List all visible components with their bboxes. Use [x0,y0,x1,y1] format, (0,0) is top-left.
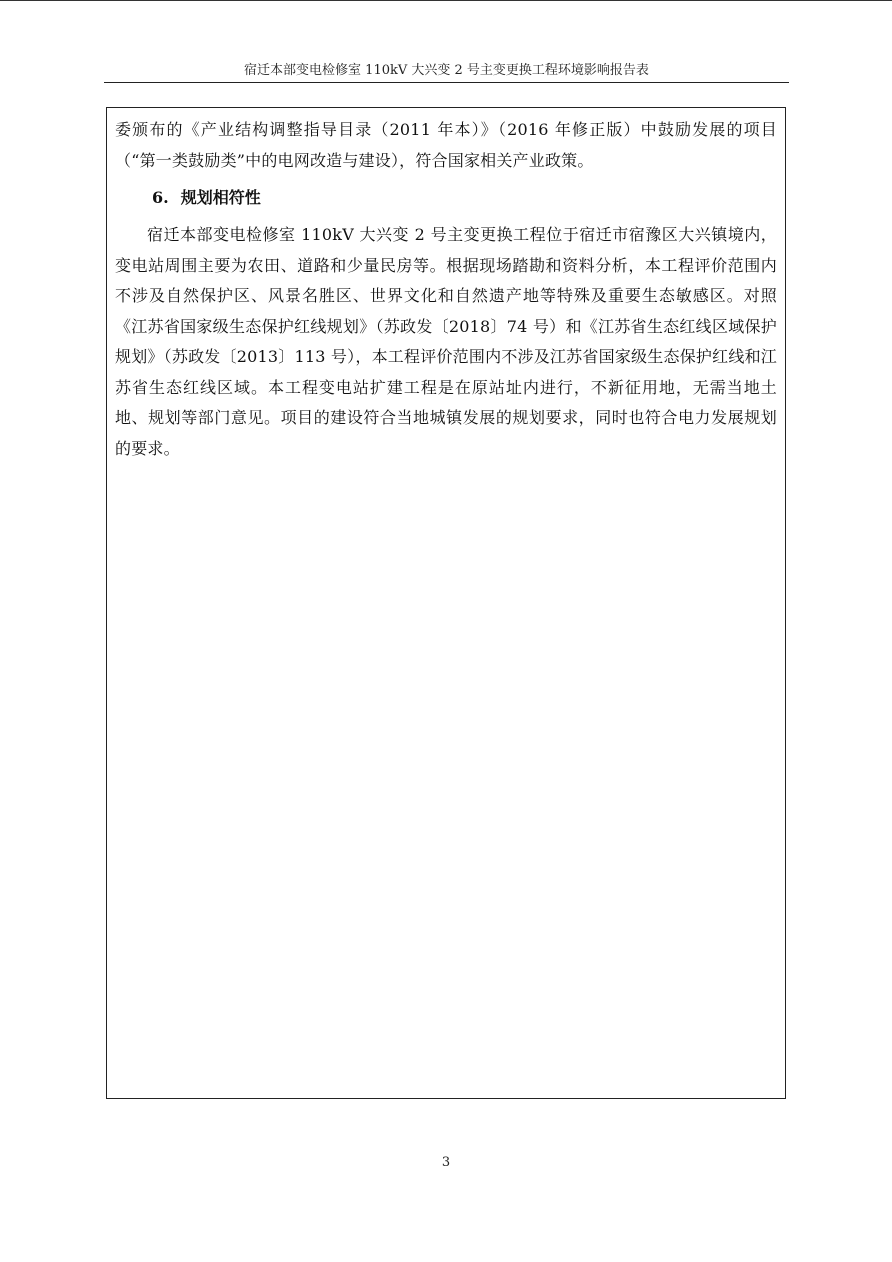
top-border-line [0,0,892,1]
header-divider [104,82,789,83]
document-header-title: 宿迁本部变电检修室 110kV 大兴变 2 号主变更换工程环境影响报告表 [244,63,649,78]
section-paragraph: 宿迁本部变电检修室 110kV 大兴变 2 号主变更换工程位于宿迁市宿豫区大兴镇境内，变电站周围主要为农田、道路和少量民房等。根据现场踏勘和资料分析，本工程评价范围内不涉及自然保护区、风景名胜区、世界文化和自然遗产地等特殊及重要生态敏感区。对照《江苏省国家级生态保护红线规划》（苏政发〔2018〕74 号）和《江苏省生态红线区域保护规划》（苏政发〔2013〕113 号），本工程评价范围内不涉及江苏省国家级生态保护红线和江苏省生态红线区域。本工程变电站扩建工程是在原站址内进行，不新征用地，无需当地土地、规划等部门意见。项目的建设符合当地城镇发展的规划要求，同时也符合电力发展规划的要求。 [115,225,777,458]
section-heading [115,176,777,220]
continuation-paragraph: 委颁布的《产业结构调整指导目录（2011 年本）》（2016 年修正版）中鼓励发展的项目（“第一类鼓励类”中的电网改造与建设），符合国家相关产业政策。 [115,120,777,170]
content-table-cell [106,107,786,1099]
section-title: 规划相符性 [180,187,261,207]
section-number: 6. [152,187,169,207]
page-number: 3 [441,1155,451,1170]
